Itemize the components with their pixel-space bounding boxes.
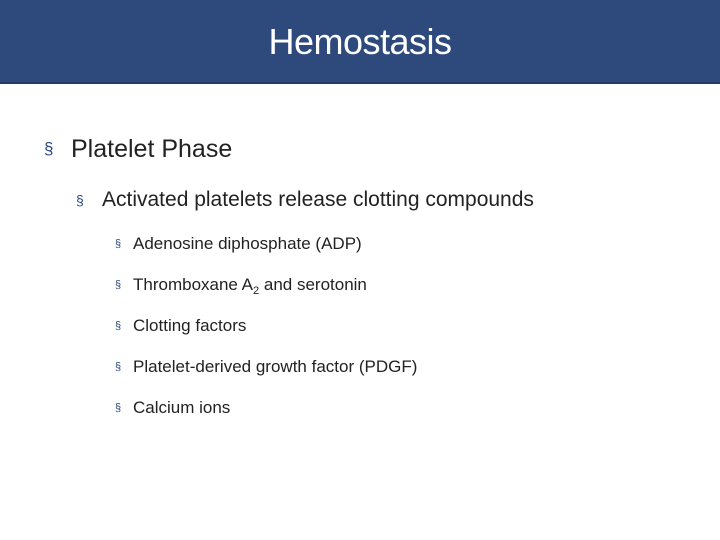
bullet-text	[133, 273, 367, 297]
bullet-text: Activated platelets release clotting compounds	[102, 188, 534, 211]
bullet-text: Calcium ions	[133, 398, 231, 417]
bullet-marker-icon: §	[76, 192, 84, 208]
slide-title: Hemostasis	[268, 21, 452, 62]
bullet-level3-adp	[115, 232, 362, 256]
bullet-level3-clotting-factors	[115, 314, 246, 338]
bullet-text: Platelet Phase	[71, 135, 233, 163]
bullet-text: Platelet-derived growth factor (PDGF)	[133, 357, 418, 376]
title-bar	[0, 0, 720, 84]
bullet-level3-calcium-ions	[115, 396, 230, 420]
bullet-level2-activated-platelets	[76, 185, 534, 215]
bullet-text: Clotting factors	[133, 316, 247, 335]
bullet-marker-icon: §	[115, 279, 122, 291]
bullet-marker-icon: §	[44, 139, 54, 158]
bullet-text-subscript: 2	[253, 285, 260, 297]
bullet-text-rest: and serotonin	[259, 275, 367, 294]
bullet-level3-thromboxane	[115, 273, 367, 297]
bullet-marker-icon: §	[115, 320, 122, 332]
bullet-marker-icon: §	[115, 402, 122, 414]
bullet-level3-pdgf	[115, 355, 417, 379]
bullet-marker-icon: §	[115, 238, 122, 250]
bullet-text: Adenosine diphosphate (ADP)	[133, 234, 362, 253]
bullet-text-main: Thromboxane A	[133, 275, 254, 294]
bullet-marker-icon: §	[115, 361, 122, 373]
bullet-level1-platelet-phase	[44, 132, 232, 166]
